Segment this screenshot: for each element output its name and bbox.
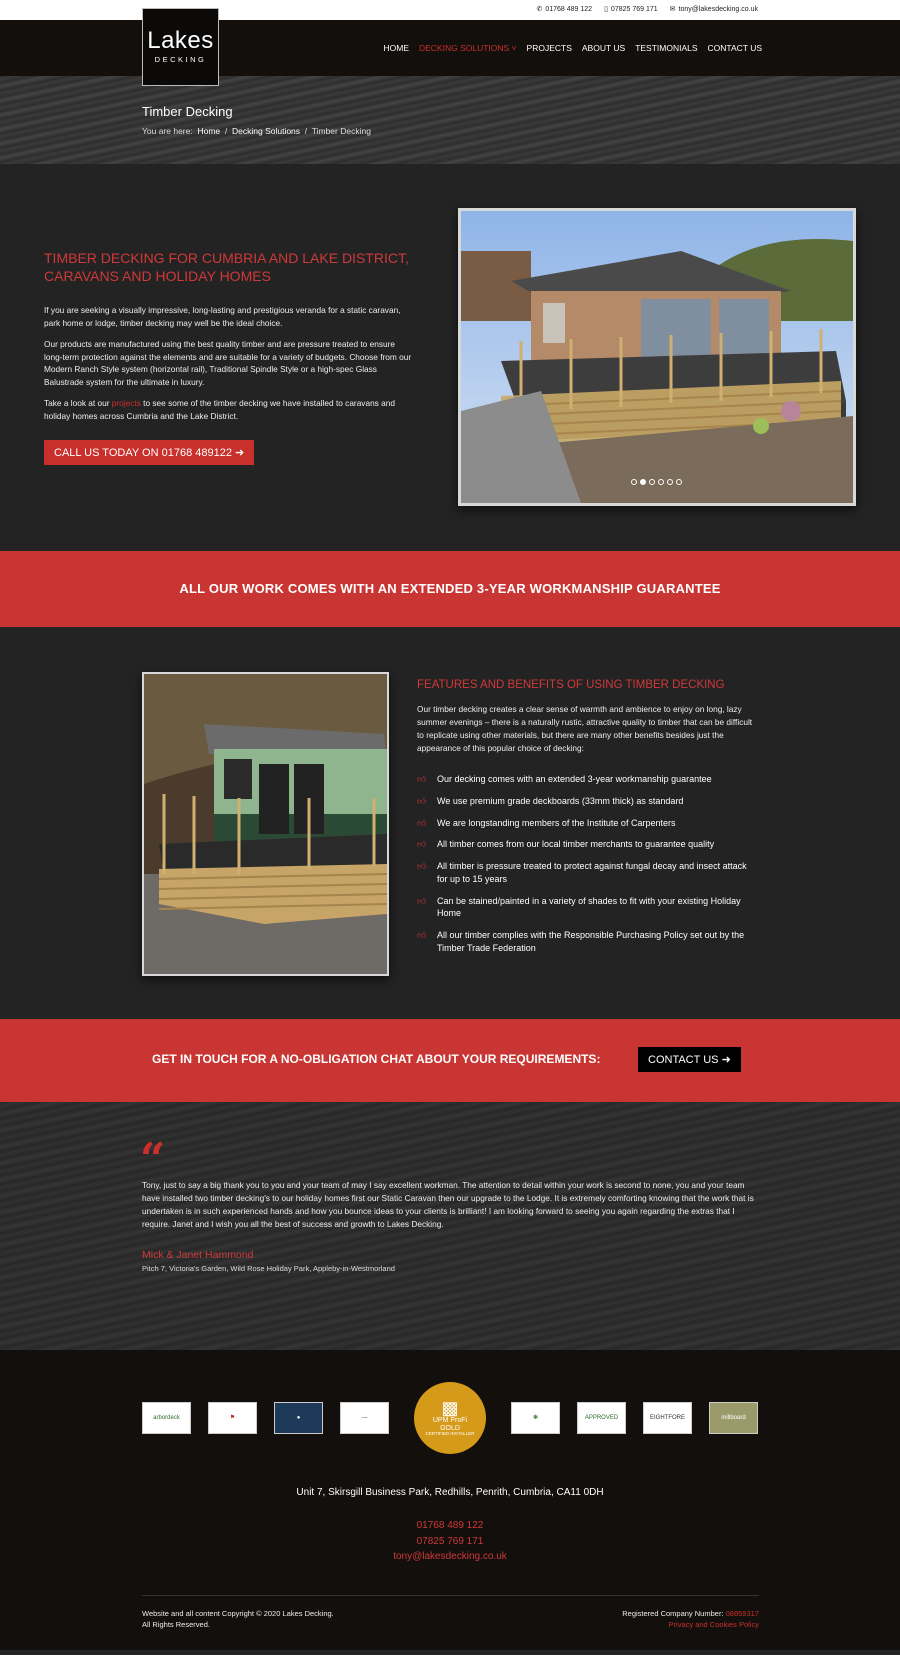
quote-icon: “: [140, 1134, 166, 1185]
slider-dot[interactable]: [631, 479, 637, 485]
testimonial-location: Pitch 7, Victoria's Garden, Wild Rose Holiday Park, Appleby-in-Westmorland: [142, 1264, 395, 1273]
nav-decking-solutions[interactable]: DECKING SOLUTIONS ˅: [418, 42, 517, 53]
page-title-band: [0, 76, 900, 164]
footer-divider: [142, 1595, 759, 1596]
thumbs-up-icon: 👍︎: [417, 817, 427, 828]
list-item: 👍︎ We use premium grade deckboards (33mm thick) as standard: [417, 795, 684, 806]
slider-dot[interactable]: [658, 479, 664, 485]
decking-slider-image[interactable]: [458, 208, 856, 506]
slider-dot[interactable]: [667, 479, 673, 485]
carpenters-logo[interactable]: —: [340, 1402, 389, 1434]
thumbs-up-icon: 👍︎: [417, 930, 427, 941]
builder-logo[interactable]: ●: [274, 1402, 323, 1434]
envelope-icon: ✉: [669, 5, 676, 13]
caravan-image: [144, 674, 387, 974]
eightfore-logo[interactable]: EIGHTFORE: [643, 1402, 692, 1434]
footer-phone1[interactable]: 01768 489 122: [416, 1520, 484, 1531]
testimonial-author: Mick & Janet Hammond: [142, 1249, 254, 1261]
topbar-phone1[interactable]: ✆ 01768 489 122: [536, 5, 592, 15]
breadcrumb-current: Timber Decking: [311, 126, 371, 136]
site-header: [0, 20, 900, 76]
millboard-logo[interactable]: millboard: [709, 1402, 758, 1434]
footer-email[interactable]: tony@lakesdecking.co.uk: [393, 1551, 507, 1562]
intro-text: [44, 304, 414, 431]
cta-text: GET IN TOUCH FOR A NO-OBLIGATION CHAT ABOUT YOUR REQUIREMENTS:: [152, 1052, 601, 1066]
mobile-icon: ▯: [604, 5, 608, 13]
features-section: [0, 627, 900, 1019]
arrow-right-icon: ➜: [721, 1054, 731, 1066]
list-item: 👍︎ Our decking comes with an extended 3-year workmanship guarantee: [417, 774, 712, 784]
nav-about-us[interactable]: ABOUT US: [581, 42, 626, 53]
footer-address: Unit 7, Skirsgill Business Park, Redhills, Penrith, Cumbria, CA11 0DH: [296, 1487, 604, 1498]
list-item: 👍︎ All timber is pressure treated to protect against fungal decay and insect attack for up to 15 years: [417, 861, 747, 884]
breadcrumb: You are here: Home / Decking Solutions / Timber Decking: [142, 126, 371, 136]
topbar-email[interactable]: ✉ tony@lakesdecking.co.uk: [670, 5, 758, 15]
logo-word-decking: DECKING: [154, 54, 207, 64]
slider-dot[interactable]: [676, 479, 682, 485]
copyright: Website and all content Copyright © 2020 Lakes Decking. All Rights Reserved.: [142, 1609, 334, 1630]
privacy-link[interactable]: Privacy and Cookies Policy: [668, 1620, 759, 1630]
approved-logo[interactable]: APPROVED: [577, 1402, 626, 1434]
site-logo[interactable]: [142, 8, 219, 86]
call-us-button[interactable]: CALL US TODAY ON 01768 489122 ➜: [44, 440, 254, 465]
phone-icon: ✆: [536, 5, 543, 13]
topbar-phone2[interactable]: ▯ 07825 769 171: [604, 5, 658, 15]
company-registration: Registered Company Number: 08859317 Privacy and Cookies Policy: [622, 1609, 759, 1630]
list-item: 👍︎ All our timber complies with the Responsible Purchasing Policy set out by the Timber Trade Federation: [417, 930, 745, 953]
page-title: Timber Decking: [142, 104, 233, 119]
logo-word-lakes: Lakes: [147, 26, 214, 54]
features-lead: Our timber decking creates a clear sense of warmth and ambience to enjoy on long, lazy summer evenings – there is a naturally rustic, attractive quality to timber that can be difficult to replicate using other materials, but there are many other benefits besides just the appearance of this popular choice of decking:: [417, 704, 753, 753]
testimonial-quote: Tony, just to say a big thank you to you and your team of may I say excellent workman. The attention to detail within your work is second to none, you and your team have installed two timber decking's to our holiday homes first our Static Caravan then our upgrade to the Lodge. It is extremely comforting knowing that the work that is undertaken is in such experienced hands and how you bounce ideas to your clients is brilliant! I am looking forward to seeing you again regarding the extras that I require. Janet and I wish you all the best of success and growth to Lakes Decking.: [142, 1180, 754, 1229]
slider-dot[interactable]: [649, 479, 655, 485]
lodge-photo: [461, 211, 853, 503]
nav-projects[interactable]: PROJECTS: [526, 42, 572, 53]
footer-phone2[interactable]: 07825 769 171: [416, 1535, 484, 1547]
intro-heading: TIMBER DECKING FOR CUMBRIA AND LAKE DISTRICT, CARAVANS AND HOLIDAY HOMES: [44, 250, 409, 285]
intro-paragraph: Our products are manufactured using the best quality timber and are pressure treated to ensure long-term protection against the elements and are suitable for a variety of budgets. Choose from our Modern Ranch Style system (horizontal rail), Traditional Spindle Style or a high-spec Glass Balustrade system for the ultimate in luxury.: [44, 338, 412, 388]
slider-dot-active[interactable]: [640, 479, 646, 485]
arbordeck-logo[interactable]: arbordeck: [142, 1402, 191, 1434]
puzzle-icon: ▩: [441, 1397, 459, 1418]
nav-home[interactable]: HOME: [383, 42, 409, 53]
caravan-photo: [142, 672, 389, 976]
main-nav: [383, 20, 762, 76]
guarantee-text: ALL OUR WORK COMES WITH AN EXTENDED 3-YEAR WORKMANSHIP GUARANTEE: [179, 580, 721, 596]
list-item: 👍︎ We are longstanding members of the Institute of Carpenters: [417, 817, 676, 828]
thumbs-up-icon: 👍︎: [417, 839, 427, 850]
top-contact-bar: [0, 0, 900, 20]
list-item: 👍︎ All timber comes from our local timber merchants to guarantee quality: [417, 839, 715, 850]
breadcrumb-decking-solutions[interactable]: Decking Solutions: [232, 126, 301, 136]
arrow-right-icon: ➜: [235, 447, 245, 459]
intro-section: [0, 164, 900, 551]
nav-contact-us[interactable]: CONTACT US: [707, 42, 762, 53]
caravan-club-logo[interactable]: ⚑: [208, 1402, 257, 1434]
testimonial-section: [0, 1102, 900, 1350]
tree-logo[interactable]: ❃: [511, 1402, 560, 1434]
intro-paragraph: If you are seeking a visually impressive, long-lasting and prestigious veranda for a static caravan, park home or lodge, timber decking may well be the ideal choice.: [44, 305, 401, 328]
partner-logos: [142, 1382, 759, 1456]
thumbs-up-icon: 👍︎: [417, 774, 427, 784]
site-footer: [0, 1350, 900, 1650]
contact-us-button[interactable]: CONTACT US ➜: [638, 1047, 741, 1072]
reg-number[interactable]: 08859317: [725, 1609, 759, 1618]
nav-testimonials[interactable]: TESTIMONIALS: [635, 42, 698, 53]
slider-dots: [631, 479, 682, 485]
projects-link[interactable]: projects: [111, 398, 141, 409]
guarantee-banner: [0, 551, 900, 627]
list-item: 👍︎ Can be stained/painted in a variety of shades to fit with your existing Holiday Home: [417, 895, 741, 919]
intro-paragraph: Take a look at our projects to see some of the timber decking we have installed to caravans and holiday homes across Cumbria and the Lake District.: [44, 398, 395, 422]
thumbs-up-icon: 👍︎: [417, 861, 427, 872]
upm-profi-badge[interactable]: ▩ UPM ProFi GOLD CERTIFIED INSTALLER: [414, 1382, 486, 1454]
breadcrumb-home[interactable]: Home: [197, 126, 221, 136]
footer-contacts: [0, 1518, 900, 1565]
chevron-down-icon: ˅: [511, 42, 517, 53]
thumbs-up-icon: 👍︎: [417, 895, 427, 906]
cta-banner: [0, 1019, 900, 1102]
thumbs-up-icon: 👍︎: [417, 795, 427, 806]
features-list: [417, 773, 757, 964]
features-heading: FEATURES AND BENEFITS OF USING TIMBER DECKING: [417, 679, 725, 691]
